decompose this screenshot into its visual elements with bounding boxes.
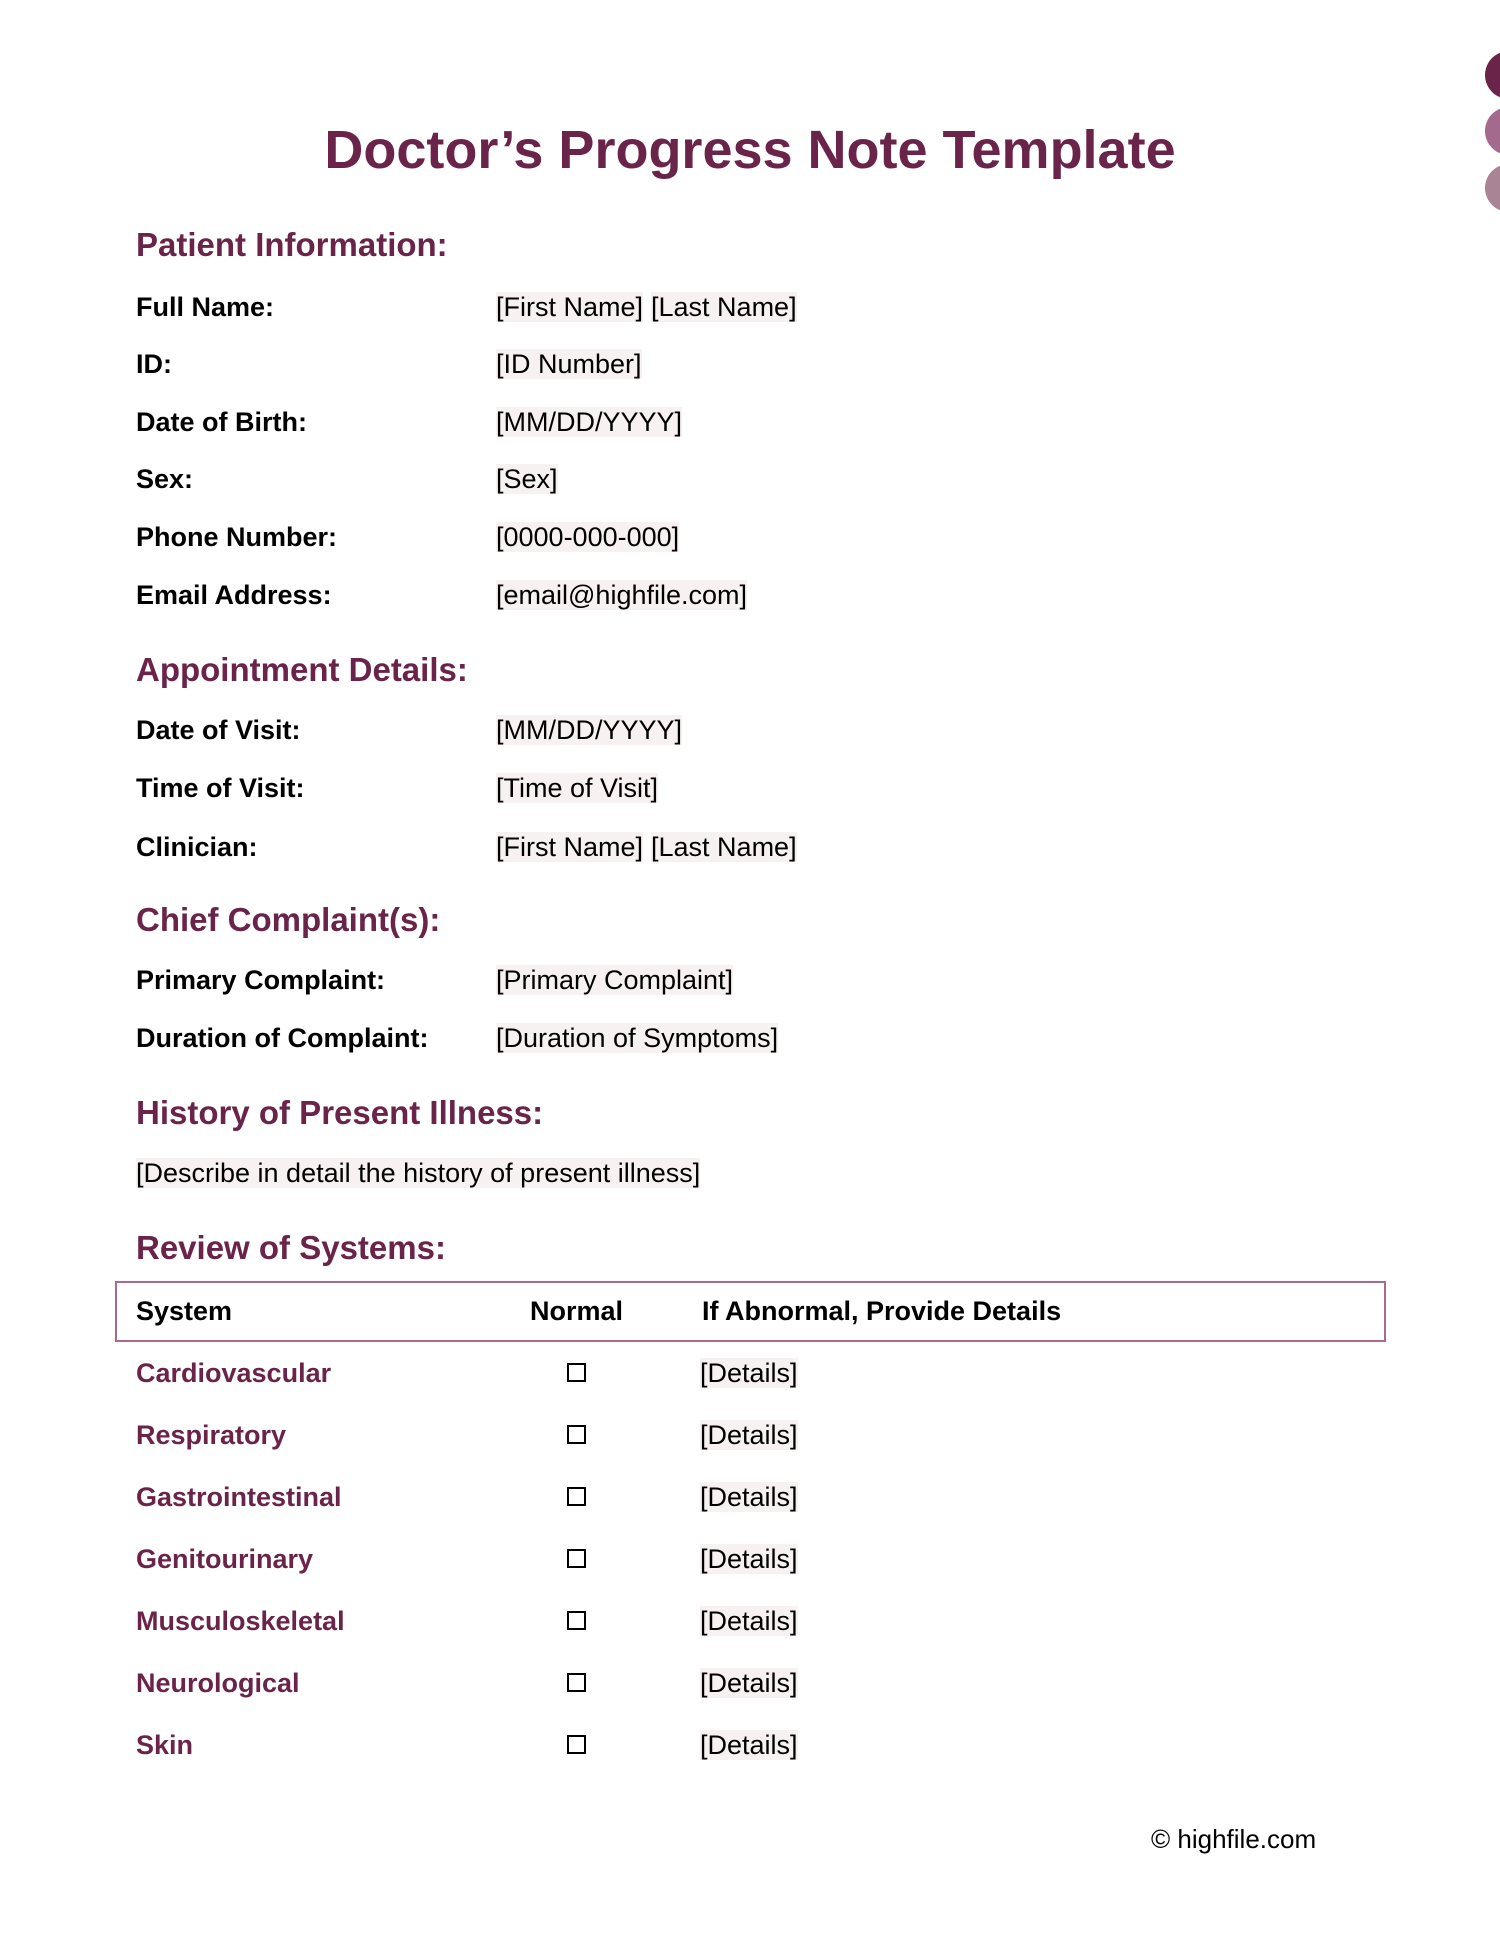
details-field-musculoskeletal[interactable]: [Details] [700,1606,798,1636]
label-email-address: Email Address: [136,580,332,610]
details-field-gastrointestinal[interactable]: [Details] [700,1482,798,1512]
system-cardiovascular: Cardiovascular [136,1358,332,1388]
column-header-system: System [136,1296,233,1326]
normal-checkbox-musculoskeletal[interactable] [567,1611,586,1630]
normal-checkbox-cardiovascular[interactable] [567,1363,586,1382]
label-date-of-visit: Date of Visit: [136,715,301,745]
section-heading-history-present-illness: History of Present Illness: [136,1094,544,1131]
primary-complaint-field[interactable]: [Primary Complaint] [496,965,734,995]
system-gastrointestinal: Gastrointestinal [136,1482,342,1512]
email-address-field[interactable]: [email@highfile.com] [496,580,748,610]
details-field-cardiovascular[interactable]: [Details] [700,1358,798,1388]
label-time-of-visit: Time of Visit: [136,773,305,803]
clinician-last-name-field[interactable]: [Last Name] [651,832,797,862]
label-clinician: Clinician: [136,832,258,862]
section-heading-patient-information: Patient Information: [136,226,448,263]
phone-number-field[interactable]: [0000-000-000] [496,522,680,552]
normal-checkbox-genitourinary[interactable] [567,1549,586,1568]
review-table-header [115,1281,1386,1342]
column-header-normal: Normal [530,1296,624,1326]
date-of-birth-field[interactable]: [MM/DD/YYYY] [496,407,683,437]
last-name-field[interactable]: [Last Name] [651,292,797,322]
section-heading-review-of-systems: Review of Systems: [136,1229,446,1266]
system-neurological: Neurological [136,1668,300,1698]
decor-circle-1 [1485,51,1500,99]
clinician-first-name-field[interactable]: [First Name] [496,832,644,862]
system-musculoskeletal: Musculoskeletal [136,1606,345,1636]
value-full-name[interactable] [496,290,797,324]
normal-checkbox-skin[interactable] [567,1735,586,1754]
id-number-field[interactable]: [ID Number] [496,349,642,379]
section-heading-chief-complaints: Chief Complaint(s): [136,901,441,938]
label-id: ID: [136,349,172,379]
label-date-of-birth: Date of Birth: [136,407,307,437]
details-field-neurological[interactable]: [Details] [700,1668,798,1698]
duration-of-complaint-field[interactable]: [Duration of Symptoms] [496,1023,779,1053]
details-field-skin[interactable]: [Details] [700,1730,798,1760]
section-heading-appointment-details: Appointment Details: [136,651,468,688]
normal-checkbox-gastrointestinal[interactable] [567,1487,586,1506]
label-duration-of-complaint: Duration of Complaint: [136,1023,429,1053]
sex-field[interactable]: [Sex] [496,464,558,494]
label-full-name: Full Name: [136,292,275,322]
time-of-visit-field[interactable]: [Time of Visit] [496,773,659,803]
system-respiratory: Respiratory [136,1420,287,1450]
label-primary-complaint: Primary Complaint: [136,965,386,995]
system-skin: Skin [136,1730,194,1760]
details-field-genitourinary[interactable]: [Details] [700,1544,798,1574]
first-name-field[interactable]: [First Name] [496,292,644,322]
normal-checkbox-neurological[interactable] [567,1673,586,1692]
column-header-details: If Abnormal, Provide Details [702,1296,1062,1326]
label-sex: Sex: [136,464,194,494]
page-title: Doctor’s Progress Note Template [324,120,1176,180]
date-of-visit-field[interactable]: [MM/DD/YYYY] [496,715,683,745]
details-field-respiratory[interactable]: [Details] [700,1420,798,1450]
normal-checkbox-respiratory[interactable] [567,1425,586,1444]
footer-copyright: © highfile.com [1151,1824,1317,1854]
history-present-illness-field[interactable]: [Describe in detail the history of present illness] [136,1158,701,1188]
label-phone-number: Phone Number: [136,522,338,552]
system-genitourinary: Genitourinary [136,1544,314,1574]
